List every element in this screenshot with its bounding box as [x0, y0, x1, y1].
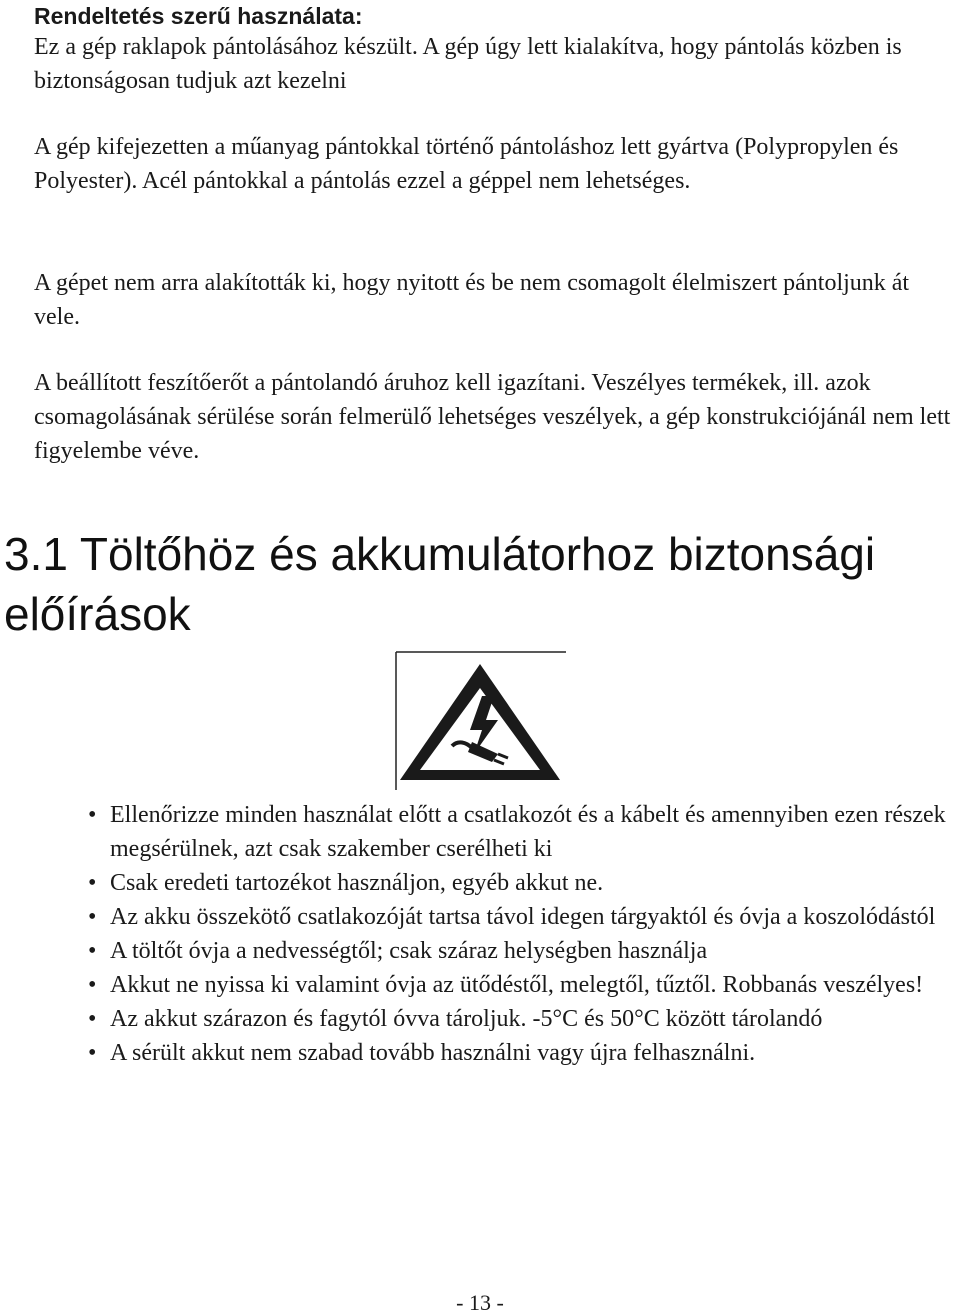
bullet-icon: •	[88, 972, 97, 998]
intended-use-paragraph-1: Ez a gép raklapok pántolásához készült. A gép úgy lett kialakítva, hogy pántolás közben is biztonságosan tudjuk azt kezelni	[34, 34, 902, 94]
intended-use-paragraph-3: A gépet nem arra alakították ki, hogy nyitott és be nem csomagolt élelmiszert pántoljunk át vele.	[34, 270, 910, 330]
safety-bullet-list	[88, 798, 958, 1070]
list-item: • Akkut ne nyissa ki valamint óvja az ütődéstől, melegtől, tűztől. Robbanás veszélyes!	[88, 968, 958, 1002]
bullet-icon: •	[88, 870, 97, 896]
bullet-icon: •	[88, 904, 97, 930]
bullet-icon: •	[88, 1006, 97, 1032]
page-number: - 13 -	[456, 1290, 504, 1315]
electric-hazard-triangle-icon	[394, 650, 566, 790]
intended-use-paragraph-4: A beállított feszítőerőt a pántolandó áruhoz kell igazítani. Veszélyes termékek, ill. azok csomagolásának sérülése során felmerülő lehetséges veszélyek, a gép konstrukciójánál nem lett figyelembe véve.	[34, 370, 951, 464]
list-item: • A töltőt óvja a nedvességtől; csak száraz helységben használja	[88, 934, 958, 968]
list-item: • A sérült akkut nem szabad tovább használni vagy újra felhasználni.	[88, 1036, 958, 1070]
intended-use-heading: Rendeltetés szerű használata:	[34, 3, 363, 29]
list-item: • Az akkut szárazon és fagytól óvva tároljuk. -5°C és 50°C között tárolandó	[88, 1002, 958, 1036]
list-item: • Csak eredeti tartozékot használjon, egyéb akkut ne.	[88, 866, 958, 900]
list-item: • Ellenőrizze minden használat előtt a csatlakozót és a kábelt és amennyiben ezen részek megsérülnek, azt csak szakember cserélheti ki	[88, 798, 958, 866]
bullet-icon: •	[88, 1040, 97, 1066]
bullet-icon: •	[88, 802, 97, 828]
intended-use-paragraph-2: A gép kifejezetten a műanyag pántokkal történő pántoláshoz lett gyártva (Polypropylen és Polyester). Acél pántokkal a pántolás ezzel a géppel nem lehetséges.	[34, 134, 899, 194]
list-item: • Az akku összekötő csatlakozóját tartsa távol idegen tárgyaktól és óvja a koszolódástól	[88, 900, 958, 934]
bullet-icon: •	[88, 938, 97, 964]
section-title: 3.1 Töltőhöz és akkumulátorhoz biztonsági előírások	[4, 528, 876, 640]
